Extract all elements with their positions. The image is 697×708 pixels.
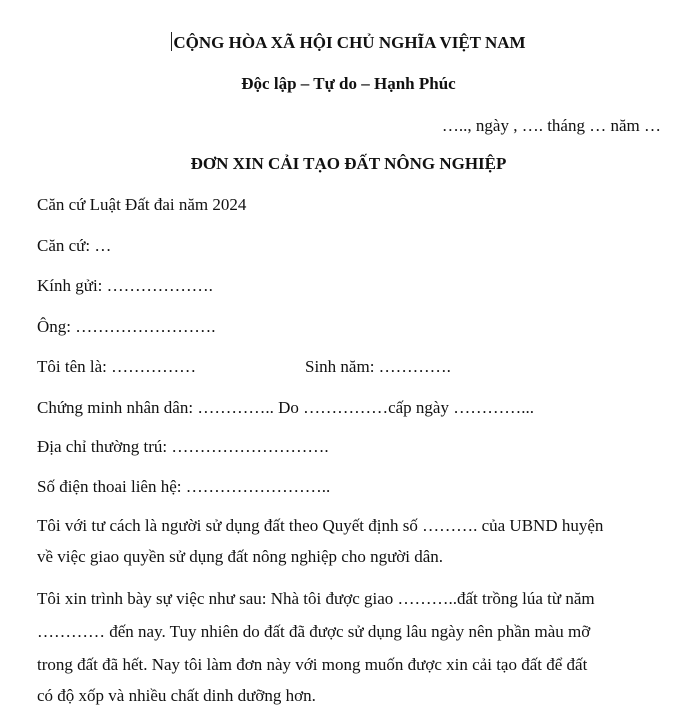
- paragraph-2-line-1: Tôi xin trình bày sự việc như sau: Nhà tôi được giao ………..đất trồng lúa từ năm: [37, 589, 595, 608]
- paragraph-1-line-2: về việc giao quyền sử dụng đất nông nghiệp cho người dân.: [37, 547, 444, 566]
- phone-line: Số điện thoai liên hệ: ……………………..: [37, 477, 331, 496]
- date-line: ….., ngày , …. tháng … năm …: [441, 116, 661, 135]
- birth-year-line: Sinh năm: ………….: [305, 357, 451, 376]
- legal-basis-law: Căn cứ Luật Đất đai năm 2024: [37, 195, 247, 214]
- mr-line: Ông: …………………….: [37, 317, 216, 336]
- paragraph-2-line-3: trong đất đã hết. Nay tôi làm đơn này với mong muốn được xin cải tạo đất để đất: [37, 655, 588, 674]
- address-line: Địa chỉ thường trú: ……………………….: [37, 437, 329, 456]
- id-card-line: Chứng minh nhân dân: ………….. Do ……………cấp ngày …………...: [37, 398, 534, 417]
- national-title: [0, 32, 697, 53]
- paragraph-1-line-1: Tôi với tư cách là người sử dụng đất theo Quyết định số ………. của UBND huyện: [37, 516, 604, 535]
- national-title-text: CỘNG HÒA XÃ HỘI CHỦ NGHĨA VIỆT NAM: [173, 33, 526, 52]
- recipient-line: Kính gửi: ……………….: [37, 276, 213, 295]
- document-title: ĐƠN XIN CẢI TẠO ĐẤT NÔNG NGHIỆP: [190, 154, 507, 173]
- legal-basis-other: Căn cứ: …: [37, 236, 112, 255]
- national-motto: Độc lập – Tự do – Hạnh Phúc: [241, 74, 456, 93]
- applicant-name-line: Tôi tên là: ……………: [37, 357, 197, 376]
- paragraph-2-line-4: có độ xốp và nhiều chất dinh dưỡng hơn.: [37, 686, 316, 705]
- paragraph-2-line-2: ………… đến nay. Tuy nhiên do đất đã được sử dụng lâu ngày nên phần màu mỡ: [37, 622, 591, 641]
